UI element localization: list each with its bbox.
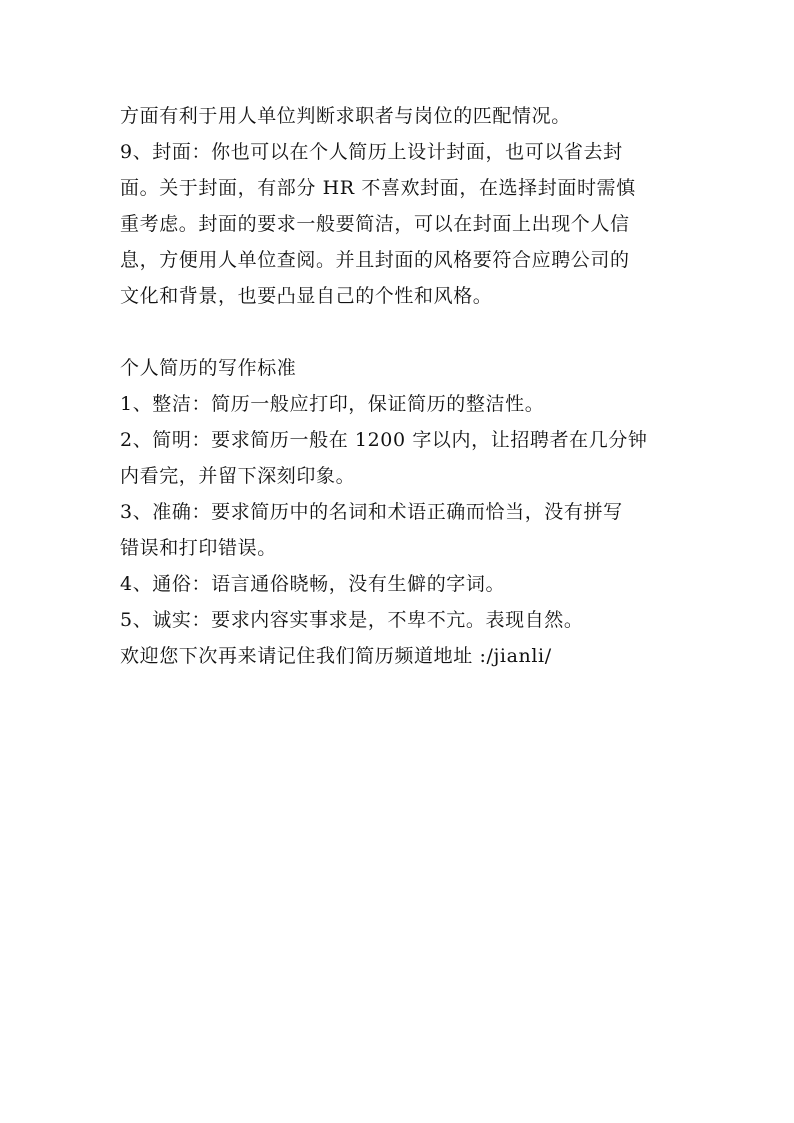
- list-item: 3、准确：要求简历中的名词和术语正确而恰当，没有拼写: [120, 501, 623, 523]
- list-item-continuation: 错误和打印错误。: [120, 537, 277, 559]
- list-item: 5、诚实：要求内容实事求是，不卑不亢。表现自然。: [120, 609, 584, 631]
- paragraph-line: 重考虑。封面的要求一般要简洁，可以在封面上出现个人信: [120, 213, 630, 235]
- paragraph-line: 9、封面：你也可以在个人简历上设计封面，也可以省去封: [120, 141, 623, 163]
- paragraph-line: 面。关于封面，有部分 HR 不喜欢封面，在选择封面时需慎: [120, 177, 636, 199]
- section-heading: 个人简历的写作标准: [120, 357, 297, 379]
- list-item: 1、整洁：简历一般应打印，保证简历的整洁性。: [120, 393, 545, 415]
- list-item-continuation: 内看完，并留下深刻印象。: [120, 465, 356, 487]
- paragraph-line: 方面有利于用人单位判断求职者与岗位的匹配情况。: [120, 105, 571, 127]
- list-item: 4、通俗：语言通俗晓畅，没有生僻的字词。: [120, 573, 506, 595]
- document-body: [120, 98, 680, 674]
- paragraph-line: 息，方便用人单位查阅。并且封面的风格要符合应聘公司的: [120, 249, 630, 271]
- footer-note: 欢迎您下次再来请记住我们简历频道地址 :/jianli/: [120, 645, 552, 667]
- paragraph-line: 文化和背景，也要凸显自己的个性和风格。: [120, 285, 493, 307]
- blank-line: [120, 314, 680, 350]
- list-item: 2、简明：要求简历一般在 1200 字以内，让招聘者在几分钟: [120, 429, 648, 451]
